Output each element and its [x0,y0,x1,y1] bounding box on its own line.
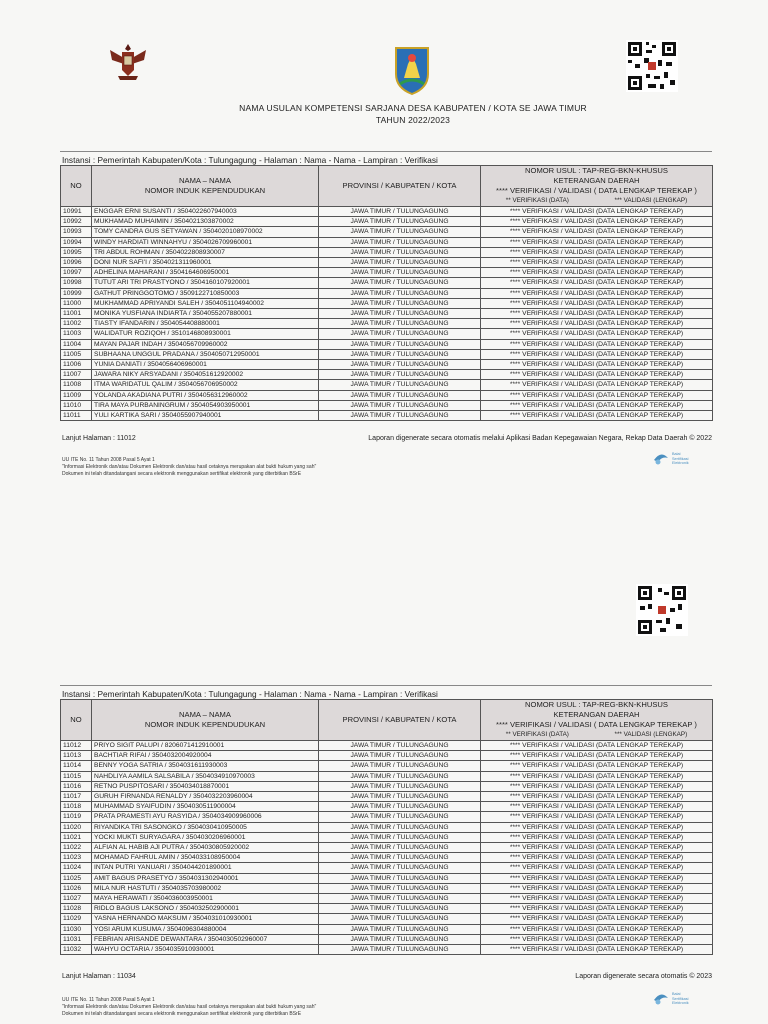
row-number: 11002 [61,319,92,329]
row-number: 10993 [61,227,92,237]
table-row [61,934,713,944]
header-nomor-usul: NOMOR USUL : TAP-REG-BKN-KHUSUS KETERANGAN DAERAH **** VERIFIKASI / VALIDASI ( DATA LENGKAP TEREKAP ) ** VERIFIKASI (DATA) *** VALIDASI (LENGKAP) [481,700,713,741]
row-name-nik: MOHAMAD FAHRUL AMIN / 3504033108950004 [92,853,319,863]
row-status: **** VERIFIKASI / VALIDASI (DATA LENGKAP TEREKAP) [481,894,713,904]
row-name-nik: SUBHAANA UNGGUL PRADANA / 3504050712950001 [92,349,319,359]
page-footer [62,973,712,980]
bsre-logo: Balai Sertifikasi Elektronik [652,450,696,466]
row-province: JAWA TIMUR / TULUNGAGUNG [319,329,481,339]
row-number: 11009 [61,390,92,400]
header-no: NO [61,166,92,207]
table-body-2 [61,741,713,955]
row-name-nik: GATHUT PRINGGOTOMO / 3509122710850003 [92,288,319,298]
row-province: JAWA TIMUR / TULUNGAGUNG [319,843,481,853]
row-province: JAWA TIMUR / TULUNGAGUNG [319,792,481,802]
row-name-nik: DONI NUR SAFI'I / 3504021311960001 [92,258,319,268]
row-name-nik: RIDLO BAGUS LAKSONO / 3504032502900001 [92,904,319,914]
table-row [61,268,713,278]
row-name-nik: PRATA PRAMESTI AYU RASYIDA / 3504034909960006 [92,812,319,822]
qr-code-icon [626,40,678,92]
table-row [61,217,713,227]
row-number: 10999 [61,288,92,298]
row-name-nik: MAYA HERAWATI / 3504036003950001 [92,894,319,904]
row-status: **** VERIFIKASI / VALIDASI (DATA LENGKAP TEREKAP) [481,883,713,893]
row-status: **** VERIFIKASI / VALIDASI (DATA LENGKAP TEREKAP) [481,853,713,863]
row-status: **** VERIFIKASI / VALIDASI (DATA LENGKAP TEREKAP) [481,781,713,791]
row-name-nik: MUKHAMAD MUHAIMIN / 3504021303870002 [92,217,319,227]
table-row [61,380,713,390]
table-row [61,411,713,421]
row-number: 11011 [61,411,92,421]
row-number: 11028 [61,904,92,914]
row-number: 11019 [61,812,92,822]
row-number: 11023 [61,853,92,863]
row-number: 11007 [61,370,92,380]
jatim-province-logo-icon [392,44,432,96]
table-row [61,873,713,883]
document-title [160,102,666,126]
row-number: 11008 [61,380,92,390]
row-name-nik: MUHAMMAD SYAIFUDIN / 3504030511900004 [92,802,319,812]
table-row [61,812,713,822]
row-status: **** VERIFIKASI / VALIDASI (DATA LENGKAP TEREKAP) [481,268,713,278]
row-province: JAWA TIMUR / TULUNGAGUNG [319,761,481,771]
row-name-nik: AMIT BAGUS PRASETYO / 3504031302940001 [92,873,319,883]
legal-notice: UU ITE No. 11 Tahun 2008 Pasal 5 Ayat 1 "Informasi Elektronik dan/atau Dokumen Elektronik dan/atau hasil cetaknya merupakan alat bukti hukum yang sah" Dokumen ini telah ditandatangani secara elektronik menggunakan sertifikat elektronik yang diterbitkan BSrE [62,997,317,1017]
table-row [61,278,713,288]
header-no: NO [61,700,92,741]
row-number: 10997 [61,268,92,278]
row-status: **** VERIFIKASI / VALIDASI (DATA LENGKAP TEREKAP) [481,843,713,853]
table-row [61,319,713,329]
row-status: **** VERIFIKASI / VALIDASI (DATA LENGKAP TEREKAP) [481,309,713,319]
garuda-emblem-icon [106,40,150,84]
row-status: **** VERIFIKASI / VALIDASI (DATA LENGKAP TEREKAP) [481,802,713,812]
legal-notice: UU ITE No. 11 Tahun 2008 Pasal 5 Ayat 1 "Informasi Elektronik dan/atau Dokumen Elektronik dan/atau hasil cetaknya merupakan alat bukti hukum yang sah" Dokumen ini telah ditandatangani secara elektronik menggunakan sertifikat elektronik yang diterbitkan BSrE [62,457,317,477]
row-province: JAWA TIMUR / TULUNGAGUNG [319,853,481,863]
table-row [61,904,713,914]
row-status: **** VERIFIKASI / VALIDASI (DATA LENGKAP TEREKAP) [481,258,713,268]
row-number: 11004 [61,339,92,349]
table-row [61,349,713,359]
table-row [61,247,713,257]
row-name-nik: TOMY CANDRA GUS SETYAWAN / 3504020108970002 [92,227,319,237]
row-province: JAWA TIMUR / TULUNGAGUNG [319,802,481,812]
row-number: 10996 [61,258,92,268]
bsre-logo: Balai Sertifikasi Elektronik [652,990,696,1006]
row-province: JAWA TIMUR / TULUNGAGUNG [319,400,481,410]
row-number: 11029 [61,914,92,924]
row-number: 11005 [61,349,92,359]
row-name-nik: WALIDATUR ROZIQOH / 3510146808930001 [92,329,319,339]
row-number: 11016 [61,781,92,791]
row-name-nik: PRIYO SIGIT PALUPI / 8206071412910001 [92,741,319,751]
header-provinsi: PROVINSI / KABUPATEN / KOTA [319,700,481,741]
row-status: **** VERIFIKASI / VALIDASI (DATA LENGKAP TEREKAP) [481,247,713,257]
row-name-nik: WINDY HARDIATI WINNAHYU / 3504026709960001 [92,237,319,247]
row-province: JAWA TIMUR / TULUNGAGUNG [319,873,481,883]
row-status: **** VERIFIKASI / VALIDASI (DATA LENGKAP TEREKAP) [481,339,713,349]
row-name-nik: TUTUT ARI TRI PRASTYONO / 3504160107920001 [92,278,319,288]
table-row [61,883,713,893]
row-name-nik: ADHELINA MAHARANI / 3504164606950001 [92,268,319,278]
row-status: **** VERIFIKASI / VALIDASI (DATA LENGKAP TEREKAP) [481,227,713,237]
row-province: JAWA TIMUR / TULUNGAGUNG [319,339,481,349]
row-province: JAWA TIMUR / TULUNGAGUNG [319,945,481,955]
row-province: JAWA TIMUR / TULUNGAGUNG [319,741,481,751]
row-number: 11017 [61,792,92,802]
row-province: JAWA TIMUR / TULUNGAGUNG [319,380,481,390]
row-name-nik: YOCKI MUKTI SURYAGARA / 3504030206960001 [92,832,319,842]
instansi-info: Instansi : Pemerintah Kabupaten/Kota : Tulungagung - Halaman : Nama - Nama - Lampiran : Verifikasi [62,155,438,165]
row-number: 11032 [61,945,92,955]
table-row [61,945,713,955]
row-status: **** VERIFIKASI / VALIDASI (DATA LENGKAP TEREKAP) [481,934,713,944]
row-name-nik: BACHTIAR RIFAI / 3504032004920004 [92,751,319,761]
row-status: **** VERIFIKASI / VALIDASI (DATA LENGKAP TEREKAP) [481,360,713,370]
generated-note: Laporan digenerate secara otomatis © 2023 [575,973,712,980]
row-status: **** VERIFIKASI / VALIDASI (DATA LENGKAP TEREKAP) [481,298,713,308]
divider [60,685,712,686]
next-page-label: Lanjut Halaman : 11012 [62,435,136,442]
row-name-nik: YULI KARTIKA SARI / 3504055907940001 [92,411,319,421]
row-province: JAWA TIMUR / TULUNGAGUNG [319,278,481,288]
document-page-2 [0,512,768,1024]
table-row [61,832,713,842]
row-status: **** VERIFIKASI / VALIDASI (DATA LENGKAP TEREKAP) [481,945,713,955]
row-status: **** VERIFIKASI / VALIDASI (DATA LENGKAP TEREKAP) [481,400,713,410]
row-status: **** VERIFIKASI / VALIDASI (DATA LENGKAP TEREKAP) [481,873,713,883]
registration-table-2 [60,699,713,955]
row-status: **** VERIFIKASI / VALIDASI (DATA LENGKAP TEREKAP) [481,761,713,771]
row-name-nik: BENNY YOGA SATRIA / 3504031611930003 [92,761,319,771]
divider [60,151,712,152]
table-row [61,309,713,319]
row-number: 11024 [61,863,92,873]
row-province: JAWA TIMUR / TULUNGAGUNG [319,288,481,298]
row-province: JAWA TIMUR / TULUNGAGUNG [319,411,481,421]
row-province: JAWA TIMUR / TULUNGAGUNG [319,904,481,914]
row-name-nik: RIYANDIKA TRI SASONGKO / 3504030410950005 [92,822,319,832]
next-page-label: Lanjut Halaman : 11034 [62,973,136,980]
table-row [61,207,713,217]
header-nama: NAMA – NAMA NOMOR INDUK KEPENDUDUKAN [92,166,319,207]
row-status: **** VERIFIKASI / VALIDASI (DATA LENGKAP TEREKAP) [481,832,713,842]
row-name-nik: MUKHAMMAD APRIYANDI SALEH / 3504051104940002 [92,298,319,308]
row-number: 11020 [61,822,92,832]
row-number: 10995 [61,247,92,257]
table-row [61,863,713,873]
row-name-nik: MAYAN PAJAR INDAH / 3504056709960002 [92,339,319,349]
row-status: **** VERIFIKASI / VALIDASI (DATA LENGKAP TEREKAP) [481,237,713,247]
title-line-1: NAMA USULAN KOMPETENSI SARJANA DESA KABUPATEN / KOTA SE JAWA TIMUR [239,103,587,113]
row-number: 11015 [61,771,92,781]
registration-table-1 [60,165,713,421]
instansi-info: Instansi : Pemerintah Kabupaten/Kota : Tulungagung - Halaman : Nama - Nama - Lampiran : Verifikasi [62,689,438,699]
row-number: 11031 [61,934,92,944]
table-row [61,370,713,380]
table-row [61,802,713,812]
row-province: JAWA TIMUR / TULUNGAGUNG [319,914,481,924]
row-name-nik: RETNO PUSPITOSARI / 3504034018870001 [92,781,319,791]
row-status: **** VERIFIKASI / VALIDASI (DATA LENGKAP TEREKAP) [481,914,713,924]
row-status: **** VERIFIKASI / VALIDASI (DATA LENGKAP TEREKAP) [481,741,713,751]
row-name-nik: ENGGAR ERNI SUSANTI / 3504022607940003 [92,207,319,217]
table-row [61,761,713,771]
row-province: JAWA TIMUR / TULUNGAGUNG [319,934,481,944]
row-status: **** VERIFIKASI / VALIDASI (DATA LENGKAP TEREKAP) [481,278,713,288]
row-province: JAWA TIMUR / TULUNGAGUNG [319,832,481,842]
row-name-nik: GURUH FIRNANDA RENALDY / 3504032203960004 [92,792,319,802]
row-status: **** VERIFIKASI / VALIDASI (DATA LENGKAP TEREKAP) [481,319,713,329]
row-number: 11021 [61,832,92,842]
row-number: 11025 [61,873,92,883]
header-provinsi: PROVINSI / KABUPATEN / KOTA [319,166,481,207]
row-province: JAWA TIMUR / TULUNGAGUNG [319,319,481,329]
title-line-2: TAHUN 2022/2023 [375,115,451,125]
row-status: **** VERIFIKASI / VALIDASI (DATA LENGKAP TEREKAP) [481,924,713,934]
table-row [61,853,713,863]
header-nomor-usul: NOMOR USUL : TAP-REG-BKN-KHUSUS KETERANGAN DAERAH **** VERIFIKASI / VALIDASI ( DATA LENGKAP TEREKAP ) ** VERIFIKASI (DATA) *** VALIDASI (LENGKAP) [481,166,713,207]
row-status: **** VERIFIKASI / VALIDASI (DATA LENGKAP TEREKAP) [481,751,713,761]
row-province: JAWA TIMUR / TULUNGAGUNG [319,863,481,873]
row-status: **** VERIFIKASI / VALIDASI (DATA LENGKAP TEREKAP) [481,349,713,359]
table-row [61,288,713,298]
row-status: **** VERIFIKASI / VALIDASI (DATA LENGKAP TEREKAP) [481,822,713,832]
row-name-nik: MONIKA YUSFIANA INDIARTA / 3504055207880001 [92,309,319,319]
row-status: **** VERIFIKASI / VALIDASI (DATA LENGKAP TEREKAP) [481,904,713,914]
row-name-nik: FEBRIAN ARISANDE DEWANTARA / 3504030502960007 [92,934,319,944]
row-name-nik: TIRA MAYA PURBANINGRUM / 3504054903950001 [92,400,319,410]
row-status: **** VERIFIKASI / VALIDASI (DATA LENGKAP TEREKAP) [481,411,713,421]
row-number: 11013 [61,751,92,761]
row-number: 11006 [61,360,92,370]
qr-code-icon [636,584,688,636]
row-status: **** VERIFIKASI / VALIDASI (DATA LENGKAP TEREKAP) [481,812,713,822]
row-number: 11001 [61,309,92,319]
row-province: JAWA TIMUR / TULUNGAGUNG [319,309,481,319]
row-name-nik: WAHYU OCTARIA / 3504035910930001 [92,945,319,955]
row-province: JAWA TIMUR / TULUNGAGUNG [319,349,481,359]
header-nama: NAMA – NAMA NOMOR INDUK KEPENDUDUKAN [92,700,319,741]
row-name-nik: INTAN PUTRI YANUARI / 3504044201890001 [92,863,319,873]
row-province: JAWA TIMUR / TULUNGAGUNG [319,217,481,227]
row-status: **** VERIFIKASI / VALIDASI (DATA LENGKAP TEREKAP) [481,329,713,339]
row-province: JAWA TIMUR / TULUNGAGUNG [319,227,481,237]
table-row [61,914,713,924]
row-province: JAWA TIMUR / TULUNGAGUNG [319,360,481,370]
table-row [61,400,713,410]
row-status: **** VERIFIKASI / VALIDASI (DATA LENGKAP TEREKAP) [481,771,713,781]
row-number: 11022 [61,843,92,853]
row-number: 11026 [61,883,92,893]
row-province: JAWA TIMUR / TULUNGAGUNG [319,822,481,832]
row-province: JAWA TIMUR / TULUNGAGUNG [319,781,481,791]
table-row [61,822,713,832]
table-row [61,741,713,751]
table-body-1 [61,207,713,421]
row-name-nik: MILA NUR HASTUTI / 3504035703980002 [92,883,319,893]
row-status: **** VERIFIKASI / VALIDASI (DATA LENGKAP TEREKAP) [481,792,713,802]
row-number: 11012 [61,741,92,751]
table-row [61,771,713,781]
table-row [61,843,713,853]
generated-note: Laporan digenerate secara otomatis melalui Aplikasi Badan Kepegawaian Negara, Rekap Data Daerah © 2022 [368,435,712,442]
table-row [61,227,713,237]
row-number: 10992 [61,217,92,227]
row-name-nik: YUNIA DANIATI / 3504056406960001 [92,360,319,370]
row-name-nik: YASNA HERNANDO MAKSUM / 3504031010930001 [92,914,319,924]
table-row [61,781,713,791]
row-status: **** VERIFIKASI / VALIDASI (DATA LENGKAP TEREKAP) [481,390,713,400]
row-province: JAWA TIMUR / TULUNGAGUNG [319,298,481,308]
table-row [61,924,713,934]
row-number: 11014 [61,761,92,771]
table-row [61,894,713,904]
row-province: JAWA TIMUR / TULUNGAGUNG [319,207,481,217]
table-row [61,237,713,247]
row-name-nik: YOLANDA AKADIANA PUTRI / 3504056312960002 [92,390,319,400]
table-row [61,329,713,339]
table-row [61,751,713,761]
row-province: JAWA TIMUR / TULUNGAGUNG [319,237,481,247]
row-status: **** VERIFIKASI / VALIDASI (DATA LENGKAP TEREKAP) [481,207,713,217]
row-number: 11018 [61,802,92,812]
row-status: **** VERIFIKASI / VALIDASI (DATA LENGKAP TEREKAP) [481,380,713,390]
table-row [61,792,713,802]
row-province: JAWA TIMUR / TULUNGAGUNG [319,247,481,257]
row-name-nik: TRI ABDUL ROHMAN / 3504022808930007 [92,247,319,257]
row-status: **** VERIFIKASI / VALIDASI (DATA LENGKAP TEREKAP) [481,217,713,227]
page-footer [62,435,712,442]
row-number: 10998 [61,278,92,288]
row-number: 10991 [61,207,92,217]
row-province: JAWA TIMUR / TULUNGAGUNG [319,924,481,934]
row-number: 11027 [61,894,92,904]
row-name-nik: TIASTY IFANDARIN / 3504054408880001 [92,319,319,329]
row-name-nik: NAHDLIYA AAMILA SALSABILA / 3504034910970003 [92,771,319,781]
table-row [61,339,713,349]
row-province: JAWA TIMUR / TULUNGAGUNG [319,370,481,380]
row-status: **** VERIFIKASI / VALIDASI (DATA LENGKAP TEREKAP) [481,370,713,380]
row-province: JAWA TIMUR / TULUNGAGUNG [319,812,481,822]
row-number: 11030 [61,924,92,934]
row-status: **** VERIFIKASI / VALIDASI (DATA LENGKAP TEREKAP) [481,288,713,298]
row-status: **** VERIFIKASI / VALIDASI (DATA LENGKAP TEREKAP) [481,863,713,873]
row-name-nik: JAWARA NIKY ARSYADANI / 3504051612920002 [92,370,319,380]
row-province: JAWA TIMUR / TULUNGAGUNG [319,390,481,400]
row-province: JAWA TIMUR / TULUNGAGUNG [319,771,481,781]
bsre-icon [652,990,670,1006]
table-row [61,360,713,370]
row-name-nik: ITMA WARIDATUL QALIM / 3504056706950002 [92,380,319,390]
row-number: 11000 [61,298,92,308]
row-province: JAWA TIMUR / TULUNGAGUNG [319,268,481,278]
row-province: JAWA TIMUR / TULUNGAGUNG [319,894,481,904]
row-number: 10994 [61,237,92,247]
table-row [61,298,713,308]
row-name-nik: YOSI ARUM KUSUMA / 3504096304880004 [92,924,319,934]
row-province: JAWA TIMUR / TULUNGAGUNG [319,258,481,268]
table-row [61,390,713,400]
row-province: JAWA TIMUR / TULUNGAGUNG [319,883,481,893]
bsre-icon [652,450,670,466]
row-province: JAWA TIMUR / TULUNGAGUNG [319,751,481,761]
row-number: 11010 [61,400,92,410]
table-row [61,258,713,268]
row-name-nik: ALFIAN AL HABIB AJI PUTRA / 3504030805920002 [92,843,319,853]
row-number: 11003 [61,329,92,339]
